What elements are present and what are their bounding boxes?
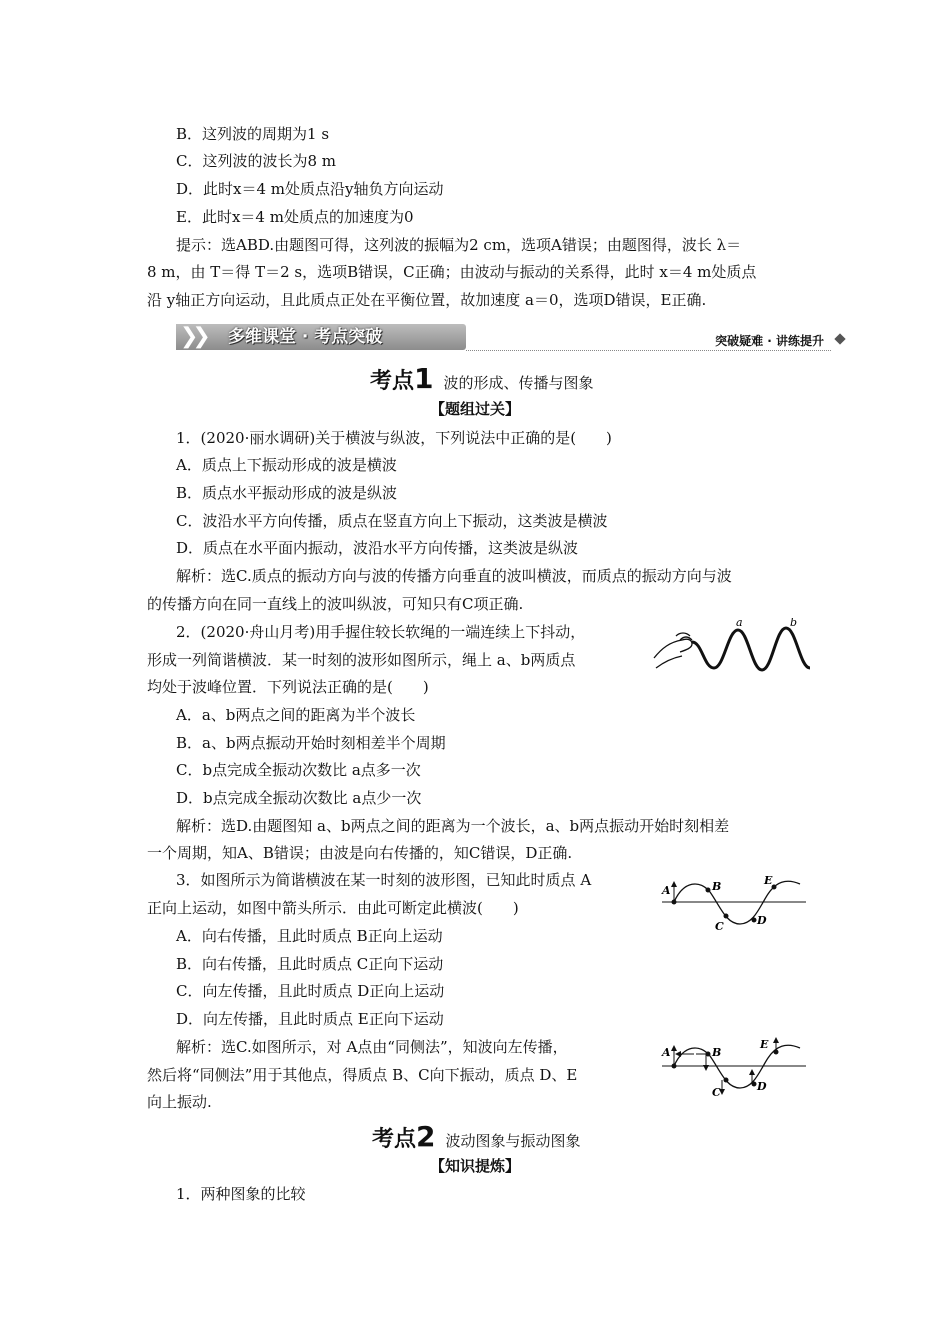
hand-icon <box>654 633 692 668</box>
section-title: 波的形成、传播与图象 <box>443 374 594 392</box>
option-line: B．质点水平振动形成的波是纵波 <box>176 484 398 502</box>
point-label-D: D <box>757 914 767 927</box>
banner-subtitle: 突破疑难 · 讲练提升 <box>715 334 824 348</box>
option-line: C．这列波的波长为8 m <box>176 152 337 170</box>
wave-curve <box>674 881 800 924</box>
point-label-E: E <box>760 1038 769 1051</box>
hint-line: 8 m，由 T＝得 T＝2 s，选项B错误，C正确；由波动与振动的关系得，此时 x＝4 m处质点 <box>147 263 757 281</box>
analysis-line: 解析：选C.如图所示，对 A点由“同侧法”，知波向左传播， <box>176 1038 568 1056</box>
point-label-B: B <box>712 880 722 893</box>
option-line: D．b点完成全振动次数比 a点少一次 <box>176 789 422 807</box>
option-line: C．b点完成全振动次数比 a点多一次 <box>176 761 421 779</box>
option-line: C．向左传播，且此时质点 D正向上运动 <box>176 982 445 1000</box>
point-label-A: A <box>662 884 671 897</box>
point-label-a: a <box>736 618 743 629</box>
body-line: 1．两种图象的比较 <box>176 1185 306 1203</box>
section-heading <box>370 362 594 395</box>
option-line: C．波沿水平方向传播，质点在竖直方向上下振动，这类波是横波 <box>176 512 608 530</box>
section-number: 2 <box>416 1120 436 1153</box>
subsection-heading: 【题组过关】 <box>429 400 520 418</box>
section-heading <box>372 1120 581 1153</box>
option-line: B．向右传播，且此时质点 C正向下运动 <box>176 955 444 973</box>
point-label-C: C <box>715 920 724 932</box>
question-stem: 形成一列简谐横波．某一时刻的波形如图所示，绳上 a、b两质点 <box>147 651 576 669</box>
analysis-line: 的传播方向在同一直线上的波叫纵波，可知只有C项正确. <box>147 595 524 613</box>
point-label-D: D <box>757 1080 767 1093</box>
option-line: D．此时x＝4 m处质点沿y轴负方向运动 <box>176 180 444 198</box>
analysis-line: 向上振动. <box>147 1093 212 1111</box>
diamond-icon <box>834 333 845 344</box>
question-stem: 1．(2020·丽水调研)关于横波与纵波，下列说法中正确的是( ) <box>176 429 612 447</box>
subsection-heading: 【知识提炼】 <box>429 1157 520 1175</box>
question-stem: 2．(2020·舟山月考)用手握住较长软绳的一端连续上下抖动， <box>176 623 586 641</box>
option-line: B．a、b两点振动开始时刻相差半个周期 <box>176 734 446 752</box>
question-stem: 均处于波峰位置．下列说法正确的是( ) <box>147 678 429 696</box>
option-line: A．向右传播，且此时质点 B正向上运动 <box>176 927 443 945</box>
section-banner <box>176 322 846 354</box>
option-line: A．a、b两点之间的距离为半个波长 <box>176 706 416 724</box>
analysis-line: 解析：选C.质点的振动方向与波的传播方向垂直的波叫横波，而质点的振动方向与波 <box>176 567 732 585</box>
option-line: A．质点上下振动形成的波是横波 <box>176 456 397 474</box>
rope-wave <box>692 628 810 670</box>
point-label-b: b <box>790 618 798 629</box>
analysis-line: 一个周期，知A、B错误；由波是向右传播的，知C错误，D正确. <box>147 844 573 862</box>
option-line: E．此时x＝4 m处质点的加速度为0 <box>176 208 414 226</box>
section-label: 考点 <box>370 369 415 394</box>
point-label-C: C <box>712 1086 721 1098</box>
point-label-E: E <box>764 874 773 887</box>
banner-title: 多维课堂 · 考点突破 <box>228 327 383 347</box>
analysis-line: 然后将“同侧法”用于其他点，得质点 B、C向下振动，质点 D、E <box>147 1066 578 1084</box>
hint-line: 沿 y轴正方向运动，且此质点正处在平衡位置，故加速度 a＝0，选项D错误，E正确. <box>147 291 707 309</box>
section-title: 波动图象与振动图象 <box>445 1132 581 1150</box>
point-label-B: B <box>712 1046 722 1059</box>
section-label: 考点 <box>372 1127 417 1152</box>
option-line: D．向左传播，且此时质点 E正向下运动 <box>176 1010 444 1028</box>
option-line: B．这列波的周期为1 s <box>176 125 330 143</box>
hint-line: 提示：选ABD.由题图可得，这列波的振幅为2 cm，选项A错误；由题图得，波长 λ＝ <box>176 236 742 254</box>
question-stem: 3．如图所示为简谐横波在某一时刻的波形图，已知此时质点 A <box>176 871 592 889</box>
banner-divider <box>466 350 831 351</box>
section-number: 1 <box>414 362 434 395</box>
wave-figure-q3 <box>660 872 810 932</box>
double-chevron-icon: ❯❯ <box>180 324 205 349</box>
analysis-line: 解析：选D.由题图知 a、b两点之间的距离为一个波长，a、b两点振动开始时刻相差 <box>176 817 730 835</box>
question-stem: 正向上运动，如图中箭头所示．由此可断定此横波( ) <box>147 899 519 917</box>
rope-wave-figure <box>652 618 812 678</box>
point-label-A: A <box>662 1046 671 1059</box>
option-line: D．质点在水平面内振动，波沿水平方向传播，这类波是纵波 <box>176 539 579 557</box>
wave-figure-analysis <box>660 1034 810 1098</box>
